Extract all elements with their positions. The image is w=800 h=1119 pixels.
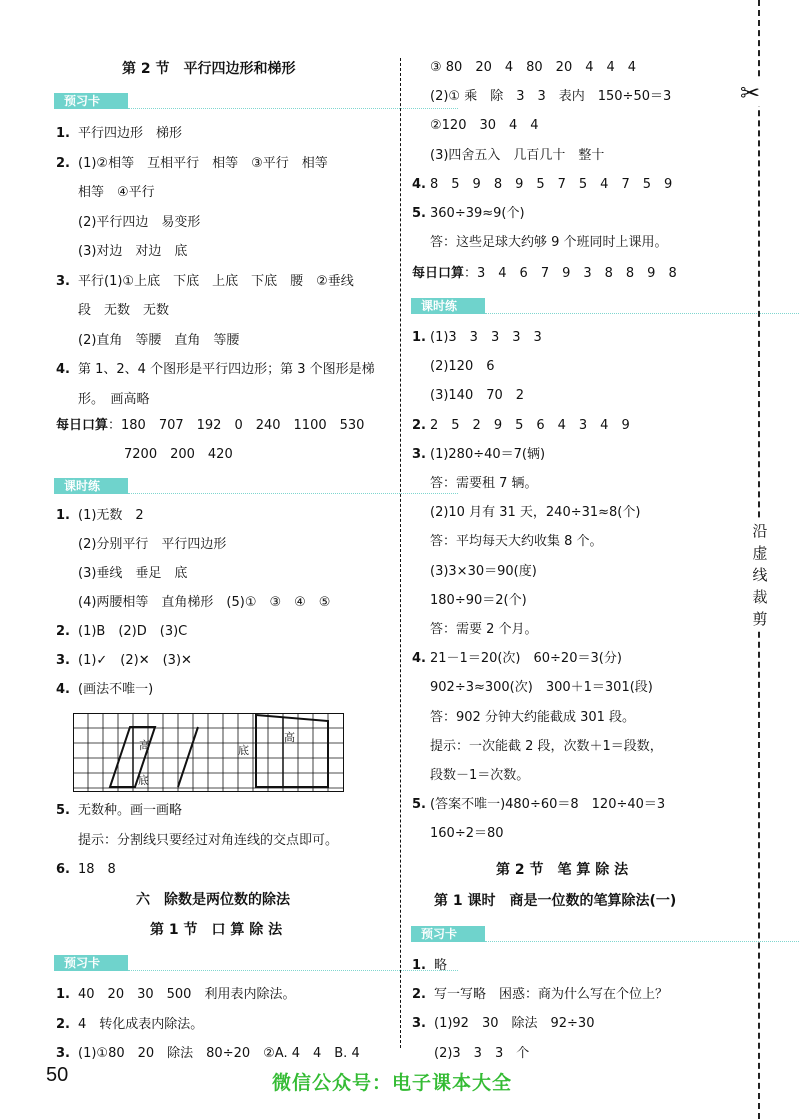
- item-text: 180÷90＝2(个): [430, 592, 527, 608]
- left-after-line-1: [56, 833, 338, 849]
- item-text: (2)3 3 3 个: [434, 1045, 530, 1061]
- item-number: 5.: [56, 803, 70, 818]
- right-lesson-line-9: [412, 593, 527, 609]
- item-text: 902÷3≈300(次) 300＋1＝301(段): [430, 680, 653, 696]
- lesson-practice-tag: 课时练: [54, 478, 128, 494]
- item-number: 1.: [412, 330, 426, 345]
- item-number: 2.: [412, 987, 426, 1003]
- right-lesson-line-12: [412, 680, 653, 696]
- right-lesson-line-5: [412, 476, 538, 492]
- right-preview-line-2: [412, 1016, 594, 1032]
- item-text: ③ 80 20 4 80 20 4 4 4: [430, 60, 637, 75]
- left-preview-line-8: [56, 362, 375, 378]
- preview-card-tag: 预习卡: [54, 93, 128, 109]
- item-text: 平行四边形 梯形: [78, 126, 183, 141]
- right-lesson-line-11: [412, 651, 622, 667]
- right-lesson-line-17: [412, 826, 504, 842]
- right-lesson-line-4: [412, 447, 545, 463]
- right-lesson-line-7: [412, 534, 603, 550]
- right-lesson-line-8: [412, 564, 537, 580]
- item-number: 2.: [412, 417, 426, 433]
- item-text: 答：902 分钟大约能截成 301 段。: [430, 709, 636, 725]
- right-top-line-3: [412, 148, 604, 164]
- daily-calc-right: [412, 266, 677, 282]
- item-text: (2)平行四边 易变形: [78, 214, 201, 230]
- item-number: 3.: [412, 446, 426, 462]
- right-lesson-line-15: [412, 768, 529, 784]
- left-preview-line-9: [56, 392, 150, 408]
- left-preview-line-4: [56, 244, 187, 260]
- preview-card-tag-2: 预习卡: [54, 955, 128, 971]
- column-divider: [400, 58, 401, 1048]
- left-lesson-line-4: [56, 624, 187, 640]
- daily-calc-values-right: ：3 4 6 7 9 3 8 8 9 8: [464, 266, 677, 281]
- item-number: 1.: [56, 508, 70, 523]
- drawing-grid: [73, 713, 345, 793]
- left-lesson-line-5: [56, 653, 192, 669]
- item-number: 3.: [56, 653, 70, 668]
- page-number: 50: [46, 1064, 69, 1086]
- item-number: 1.: [56, 987, 70, 1002]
- left-preview-line-0: [56, 126, 182, 142]
- item-number: 4.: [56, 362, 70, 377]
- right-top-line-5: [412, 206, 525, 222]
- right-lesson-line-6: [412, 505, 640, 521]
- item-text: 360÷39≈9(个): [430, 206, 525, 221]
- item-text: (1)无数 2: [78, 508, 144, 523]
- item-text: 无数种。画一画略: [78, 803, 183, 818]
- left-preview-line-2: [56, 185, 155, 201]
- left-lesson-line-6: [56, 682, 153, 698]
- left-preview-line-6: [56, 303, 169, 319]
- item-text: 21－1＝20(次) 60÷20＝3(分): [430, 651, 622, 667]
- grid-label-base-2: 底: [238, 744, 249, 757]
- item-text: (3)四舍五入 几百几十 整十: [430, 147, 605, 163]
- daily-calc-label: 每日口算: [56, 418, 109, 433]
- item-text: 提示：一次能截 2 段，次数＋1＝段数，: [430, 738, 663, 754]
- item-text: (2)① 乘 除 3 3 表内 150÷50＝3: [430, 89, 672, 105]
- item-text: (答案不唯一)480÷60＝8 120÷40＝3: [430, 797, 666, 813]
- left-lesson-line-2: [56, 566, 187, 582]
- item-text: (1)①80 20 除法 80÷20 ②A. 4 4 B. 4: [78, 1046, 360, 1061]
- left-preview-line-5: [56, 274, 354, 290]
- item-number: 6.: [56, 862, 70, 877]
- right-lesson-line-2: [412, 388, 524, 404]
- right-lesson-line-16: [412, 797, 665, 813]
- item-text: 答：平均每天大约收集 8 个。: [430, 534, 603, 550]
- right-top-line-0: [412, 60, 636, 76]
- right-top-line-2: [412, 118, 539, 134]
- item-number: 2.: [56, 624, 70, 639]
- item-text: (4)两腰相等 直角梯形 (5)① ③ ④ ⑤: [78, 595, 331, 610]
- right-preview-line-1: [412, 987, 668, 1003]
- right-lesson-line-3: [412, 418, 630, 434]
- item-text: 8 5 9 8 9 5 7 5 4 7 5 9: [430, 176, 673, 192]
- lesson-practice-tag-right: 课时练: [411, 298, 485, 314]
- left-preview-line-7: [56, 333, 239, 349]
- item-text: 略: [434, 958, 448, 973]
- item-number: 4.: [56, 682, 70, 697]
- lesson1-title: 第 1 课时 商是一位数的笔算除法(一): [434, 893, 677, 909]
- daily-calc-label-right: 每日口算: [412, 266, 465, 281]
- left-preview-line-1: [56, 156, 328, 172]
- right-top-line-4: [412, 177, 672, 193]
- daily-calc-values-2: 7200 200 420: [124, 447, 233, 462]
- right-top-line-1: [412, 89, 671, 105]
- item-text: 2 5 2 9 5 6 4 3 4 9: [430, 417, 630, 433]
- right-lesson-line-13: [412, 710, 635, 726]
- item-number: 4.: [412, 651, 426, 667]
- item-text: 第 1、2、4 个图形是平行四边形；第 3 个图形是梯: [78, 362, 375, 377]
- right-lesson-line-10: [412, 622, 538, 638]
- grid-label-height-2: 高: [284, 731, 295, 744]
- item-number: 3.: [412, 1016, 426, 1032]
- right-preview-line-0: [412, 958, 447, 974]
- item-text: (1)B (2)D (3)C: [78, 624, 188, 639]
- right-lesson-line-1: [412, 359, 495, 375]
- section1-title: 第 1 节 口 算 除 法: [150, 922, 283, 938]
- left-lesson-line-3: [56, 595, 330, 611]
- item-number: 1.: [56, 126, 70, 141]
- item-text: (1)3 3 3 3 3: [430, 330, 542, 345]
- right-lesson-line-0: [412, 330, 542, 346]
- item-text: 160÷2＝80: [430, 826, 504, 842]
- item-text: 18 8: [78, 862, 116, 877]
- daily-calc-values: ：180 707 192 0 240 1100 530: [108, 418, 365, 433]
- item-number: 5.: [412, 797, 426, 813]
- left-preview2-line-1: [56, 1017, 203, 1033]
- left-preview-line-3: [56, 215, 200, 231]
- right-lesson-line-14: [412, 739, 663, 755]
- item-text: (2)分别平行 平行四边形: [78, 537, 227, 552]
- item-number: 3.: [56, 1046, 70, 1061]
- item-text: (3)140 70 2: [430, 388, 525, 404]
- item-text: 相等 ④平行: [78, 185, 155, 200]
- item-number: 1.: [412, 958, 426, 973]
- item-number: 2.: [56, 155, 70, 171]
- item-text: 形。 画高略: [78, 391, 150, 407]
- scissors-icon: ✂: [740, 79, 761, 107]
- item-text: (1)②相等 互相平行 相等 ③平行 相等: [78, 155, 328, 171]
- item-text: (画法不唯一): [78, 682, 154, 697]
- item-text: 平行(1)①上底 下底 上底 下底 腰 ②垂线: [78, 273, 354, 289]
- parallelogram-shape-2: [178, 727, 198, 787]
- item-text: (2)直角 等腰 直角 等腰: [78, 332, 240, 348]
- preview-card-tag-right: 预习卡: [411, 926, 485, 942]
- trapezoid-shape: [256, 715, 328, 787]
- item-text: 40 20 30 500 利用表内除法。: [78, 987, 296, 1002]
- item-text: 答：需要租 7 辆。: [430, 476, 538, 491]
- left-after-line-0: [56, 803, 182, 819]
- item-number: 4.: [412, 176, 426, 192]
- watermark: 微信公众号：电子课本大全: [272, 1072, 513, 1094]
- item-text: 写一写略 困惑：商为什么写在个位上？: [434, 987, 669, 1003]
- section2-title: 第 2 节 笔 算 除 法: [496, 862, 629, 878]
- item-text: 答：这些足球大约够 9 个班同时上课用。: [430, 235, 668, 251]
- item-text: 4 转化成表内除法。: [78, 1016, 204, 1032]
- left-lesson-line-0: [56, 508, 144, 524]
- grid-label-height-1: 高: [139, 739, 150, 752]
- right-preview-line-3: [412, 1046, 529, 1062]
- item-text: (2)10 月有 31 天，240÷31≈8(个): [430, 505, 641, 521]
- item-text: 提示：分割线只要经过对角连线的交点即可。: [78, 832, 339, 848]
- item-text: ②120 30 4 4: [430, 118, 539, 134]
- left-preview2-line-0: [56, 987, 295, 1003]
- item-text: 段 无数 无数: [78, 303, 170, 318]
- item-text: (3)对边 对边 底: [78, 244, 188, 259]
- item-text: 答：需要 2 个月。: [430, 622, 538, 637]
- item-text: (1)✓ (2)✕ (3)✕: [78, 653, 192, 668]
- item-number: 2.: [56, 1016, 70, 1032]
- item-text: (1)92 30 除法 92÷30: [434, 1016, 595, 1032]
- chapter-title: 六 除数是两位数的除法: [136, 892, 290, 908]
- left-preview2-line-2: [56, 1046, 360, 1062]
- item-number: 5.: [412, 206, 426, 221]
- item-text: 段数－1＝次数。: [430, 768, 530, 783]
- cut-along-line-label: 沿虚线裁剪: [748, 520, 772, 630]
- item-text: (1)280÷40＝7(辆): [430, 446, 546, 462]
- item-number: 3.: [56, 273, 70, 289]
- left-after-line-2: [56, 862, 116, 878]
- daily-calc: [56, 418, 364, 434]
- item-text: (3)3×30＝90(度): [430, 563, 537, 579]
- grid-label-base-1: 底: [138, 774, 149, 787]
- section-title-parallelogram: 第 2 节 平行四边形和梯形: [122, 61, 296, 77]
- item-text: (3)垂线 垂足 底: [78, 566, 188, 581]
- right-top-line-6: [412, 235, 668, 251]
- left-lesson-line-1: [56, 537, 226, 553]
- item-text: (2)120 6: [430, 359, 495, 375]
